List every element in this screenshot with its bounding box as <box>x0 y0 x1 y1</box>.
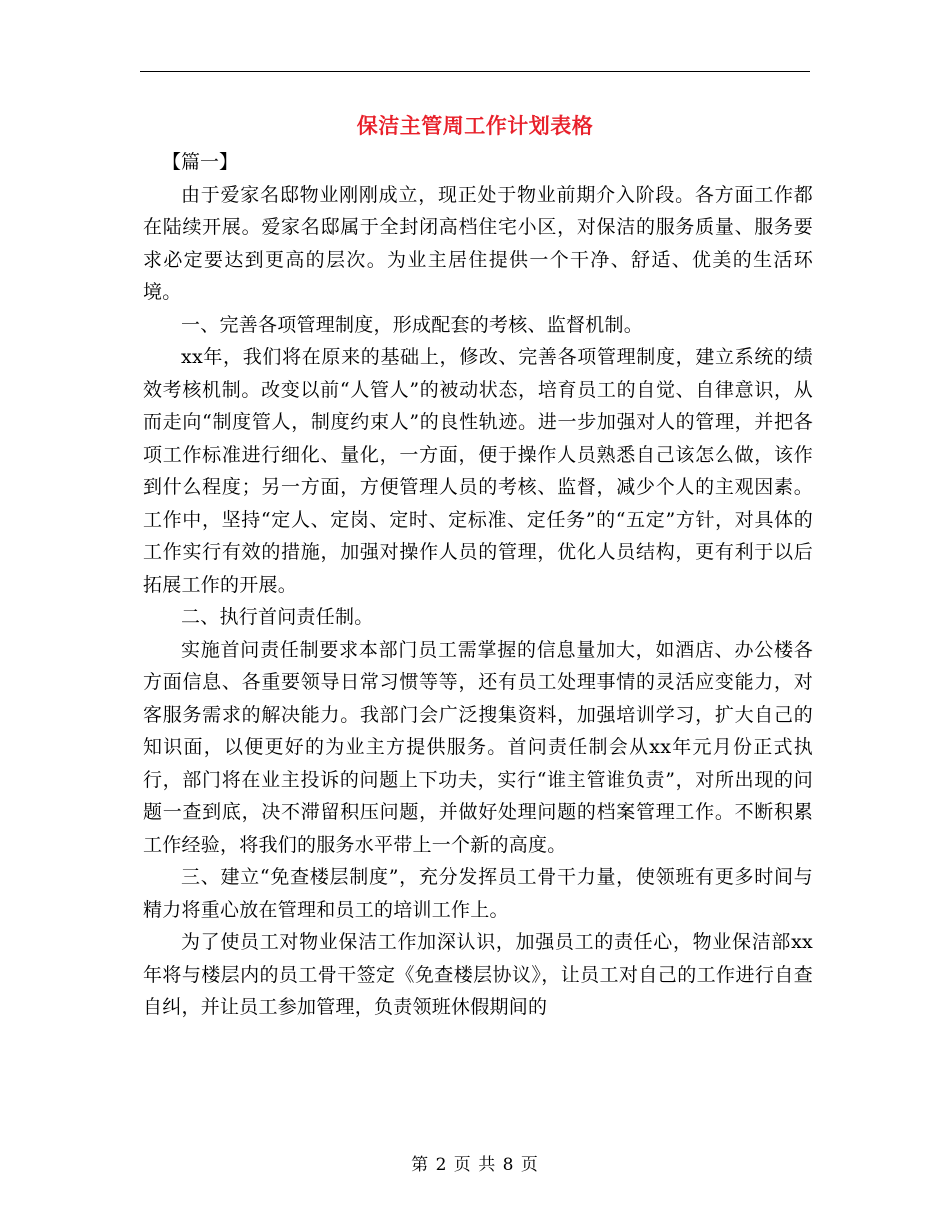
paragraph-first-inquiry: 实施首问责任制要求本部门员工需掌握的信息量加大，如酒店、办公楼各方面信息、各重要领导日常习惯等等，还有员工处理事情的灵活应变能力，对客服务需求的解决能力。我部门会广泛搜集资料，加强培训学习，扩大自己的知识面，以便更好的为业主方提供服务。首问责任制会从xx年元月份正式执行，部门将在业主投诉的问题上下功夫，实行“谁主管谁负责”，对所出现的问题一查到底，决不滞留积压问题，并做好处理问题的档案管理工作。不断积累工作经验，将我们的服务水平带上一个新的高度。 <box>143 638 813 856</box>
heading-management-system: 一、完善各项管理制度，形成配套的考核、监督机制。 <box>181 313 644 336</box>
heading-first-inquiry: 二、执行首问责任制。 <box>181 606 374 628</box>
paragraph-floor-inspection: 为了使员工对物业保洁工作加深认识，加强员工的责任心，物业保洁部xx年将与楼层内的员工骨干签定《免查楼层协议》，让员工对自己的工作进行自查自纠，并让员工参加管理，负责领班休假期间的 <box>143 931 813 1018</box>
paragraph-management-system: xx年，我们将在原来的基础上，修改、完善各项管理制度，建立系统的绩效考核机制。改变以前“人管人”的被动状态，培育员工的自觉、自律意识，从而走向“制度管人，制度约束人”的良性轨迹。进一步加强对人的管理，并把各项工作标准进行细化、量化，一方面，便于操作人员熟悉自己该怎么做，该作到什么程度；另一方面，方便管理人员的考核、监督，减少个人的主观因素。工作中，坚持“定人、定岗、定时、定标准、定任务”的“五定”方针，对具体的工作实行有效的措施，加强对操作人员的管理，优化人员结构，更有利于以后拓展工作的开展。 <box>143 346 813 596</box>
header-rule <box>140 71 810 72</box>
page-number: 第 2 页 共 8 页 <box>411 1155 539 1175</box>
document-title: 保洁主管周工作计划表格 <box>356 113 594 138</box>
paragraph-intro: 由于爱家名邸物业刚刚成立，现正处于物业前期介入阶段。各方面工作都在陆续开展。爱家名邸属于全封闭高档住宅小区，对保洁的服务质量、服务要求必定要达到更高的层次。为业主居住提供一个干净、舒适、优美的生活环境。 <box>143 183 813 303</box>
document-body <box>143 146 813 1024</box>
heading-floor-inspection: 三、建立“免查楼层制度”，充分发挥员工骨干力量，使领班有更多时间与精力将重心放在管理和员工的培训工作上。 <box>143 866 813 921</box>
section-tag: 【篇一】 <box>162 151 239 173</box>
